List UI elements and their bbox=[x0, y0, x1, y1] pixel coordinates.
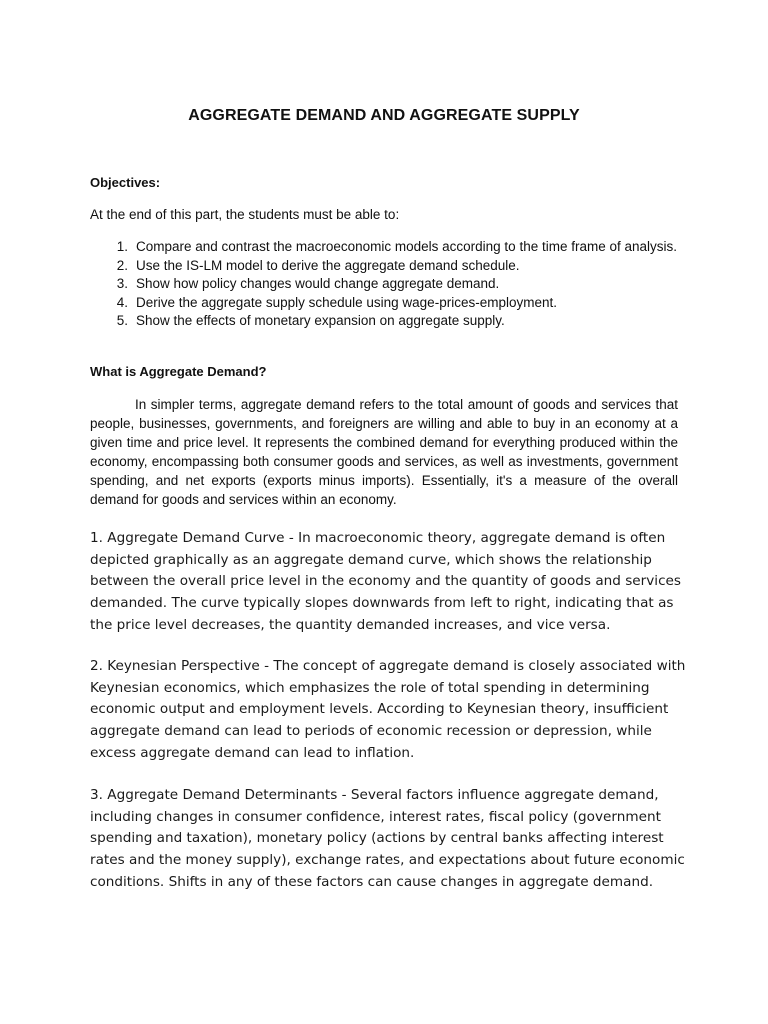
objectives-intro: At the end of this part, the students must be able to: bbox=[90, 207, 400, 222]
definition-paragraph: In simpler terms, aggregate demand refers to the total amount of goods and services that people, businesses, governments, and foreigners are willing and able to buy in an economy at a given time and price level. It represents the combined demand for everything produced within the economy, encompassing both consumer goods and services, as well as investments, government spending, and net exports (exports minus imports). Essentially, it's a measure of the overall demand for goods and services within an economy. bbox=[90, 397, 678, 508]
list-item-number: 5. bbox=[116, 313, 128, 328]
list-item-text: Compare and contrast the macroeconomic models according to the time frame of analysis. bbox=[136, 239, 678, 254]
list-item bbox=[90, 294, 678, 313]
list-item-text: Use the IS-LM model to derive the aggregate demand schedule. bbox=[136, 257, 520, 273]
aggregate-demand-determinants-paragraph: 3. Aggregate Demand Determinants - Several factors influence aggregate demand, including changes in consumer confidence, interest rates, fiscal policy (government spending and taxation), monetary policy (actions by central banks affecting interest rates and the money supply), exchange rates, and expectations about future economic conditions. Shifts in any of these factors can cause changes in aggregate demand. bbox=[90, 787, 685, 890]
list-item-text: Show how policy changes would change aggregate demand. bbox=[136, 276, 500, 291]
list-item bbox=[90, 312, 678, 331]
list-item-number: 2. bbox=[116, 257, 128, 273]
list-item-number: 4. bbox=[116, 294, 128, 310]
list-item-text: Derive the aggregate supply schedule using wage-prices-employment. bbox=[136, 294, 557, 310]
list-item bbox=[90, 257, 678, 276]
keynesian-perspective-paragraph: 2. Keynesian Perspective - The concept of aggregate demand is closely associated with Keynesian economics, which emphasizes the role of total spending in determining economic output and employment levels. According to Keynesian theory, insufficient aggregate demand can lead to periods of economic recession or depression, while excess aggregate demand can lead to inflation. bbox=[90, 658, 686, 761]
list-item-number: 3. bbox=[116, 276, 128, 291]
objectives-list bbox=[90, 238, 678, 331]
document-title: AGGREGATE DEMAND AND AGGREGATE SUPPLY bbox=[188, 107, 580, 124]
list-item-text: Show the effects of monetary expansion on aggregate supply. bbox=[136, 313, 505, 328]
list-item bbox=[90, 275, 678, 294]
list-item bbox=[90, 238, 678, 257]
section-heading: What is Aggregate Demand? bbox=[90, 364, 267, 379]
list-item-number: 1. bbox=[116, 239, 128, 254]
aggregate-demand-curve-paragraph: 1. Aggregate Demand Curve - In macroeconomic theory, aggregate demand is often depicted graphically as an aggregate demand curve, which shows the relationship between the overall price level in the economy and the quantity of goods and services demanded. The curve typically slopes downwards from left to right, indicating that as the price level decreases, the quantity demanded increases, and vice versa. bbox=[90, 530, 681, 633]
objectives-heading: Objectives: bbox=[90, 175, 161, 190]
